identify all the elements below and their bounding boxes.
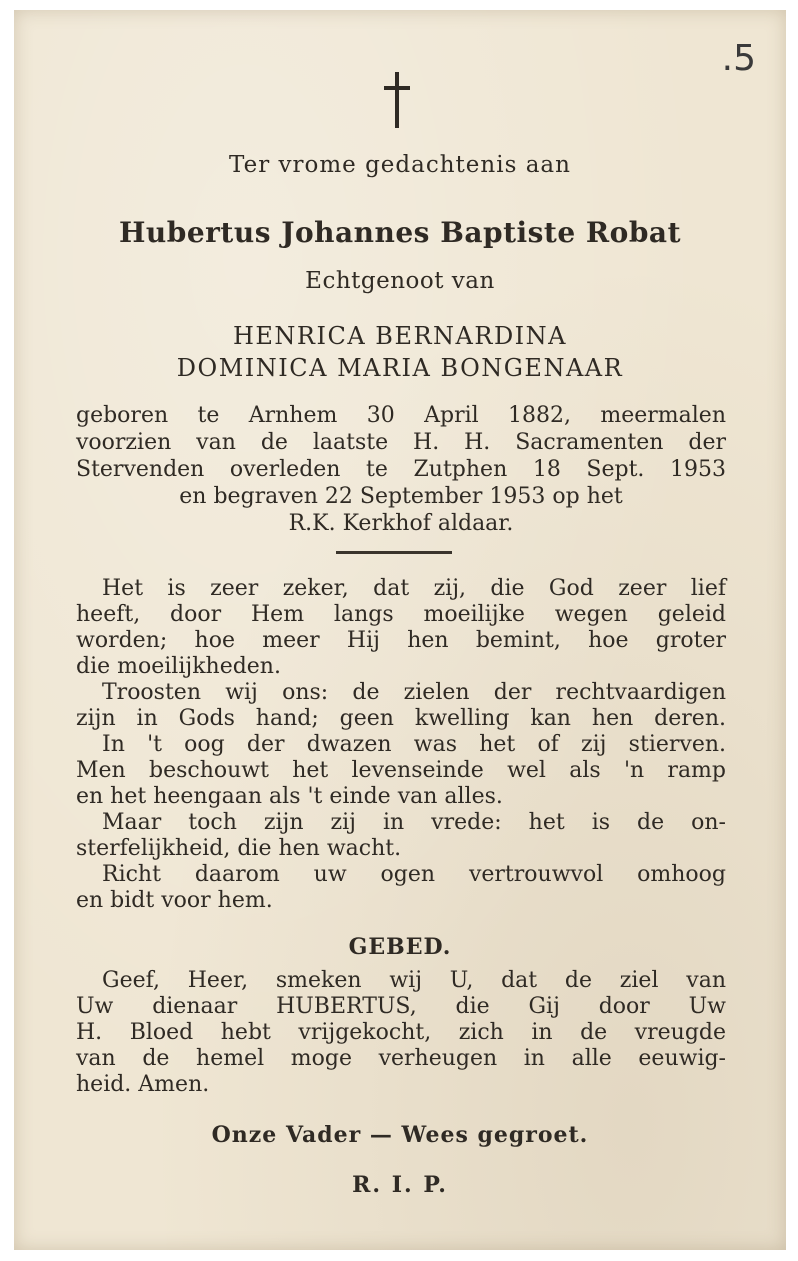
text-line: In 't oog der dwazen was het of zij stierven. xyxy=(102,732,726,757)
text-line: worden; hoe meer Hij hen bemint, hoe groter xyxy=(76,628,726,653)
text-line: Het is zeer zeker, dat zij, die God zeer lief xyxy=(102,576,726,601)
text-line: die moeilijkheden. xyxy=(76,654,281,679)
prayer-line: heid. Amen. xyxy=(76,1072,210,1097)
bio-line: voorzien van de laatste H. H. Sacramenten der xyxy=(76,430,726,455)
text-line: Maar toch zijn zij in vrede: het is de on- xyxy=(102,810,726,835)
rip-text: R. I. P. xyxy=(352,1172,448,1198)
consolation-text xyxy=(76,576,726,914)
prayer-text xyxy=(76,968,726,1098)
relation-text: Echtgenoot van xyxy=(305,268,495,294)
deceased-name: Hubertus Johannes Baptiste Robat xyxy=(118,216,682,249)
heading: Ter vrome gedachtenis aan xyxy=(229,152,571,178)
biography xyxy=(76,402,726,537)
text-line: Men beschouwt het levenseinde wel als 'n ramp xyxy=(76,758,726,783)
spouse-name-line-1: HENRICA BERNARDINA xyxy=(232,322,567,350)
corner-mark: .5 xyxy=(721,38,756,79)
bio-line: en begraven 22 September 1953 op het xyxy=(179,484,623,509)
text-line: sterfelijkheid, die hen wacht. xyxy=(76,836,402,861)
prayer-line: Geef, Heer, smeken wij U, dat de ziel van xyxy=(102,968,726,993)
text-line: heeft, door Hem langs moeilijke wegen geleid xyxy=(76,602,726,627)
text-line: en bidt voor hem. xyxy=(76,888,273,913)
closing-prayers: Onze Vader — Wees gegroet. xyxy=(211,1122,589,1148)
cross-icon xyxy=(382,72,412,132)
text-line: Troosten wij ons: de zielen der rechtvaardigen xyxy=(102,680,726,705)
prayer-line: van de hemel moge verheugen in alle eeuwig- xyxy=(76,1046,726,1071)
prayer-title: GEBED. xyxy=(348,934,452,960)
bio-line: Stervenden overleden te Zutphen 18 Sept. 1953 xyxy=(76,457,726,482)
bio-line: R.K. Kerkhof aldaar. xyxy=(288,511,514,536)
memorial-card xyxy=(14,10,786,1250)
prayer-line: H. Bloed hebt vrijgekocht, zich in de vreugde xyxy=(76,1020,726,1045)
text-line: Richt daarom uw ogen vertrouwvol omhoog xyxy=(102,862,726,887)
prayer-line: Uw dienaar HUBERTUS, die Gij door Uw xyxy=(76,994,726,1019)
text-line: en het heengaan als 't einde van alles. xyxy=(76,784,503,809)
divider xyxy=(336,551,452,554)
bio-line: geboren te Arnhem 30 April 1882, meermalen xyxy=(76,403,726,428)
text-line: zijn in Gods hand; geen kwelling kan hen deren. xyxy=(76,706,726,731)
spouse-name-line-2: DOMINICA MARIA BONGENAAR xyxy=(176,354,624,382)
